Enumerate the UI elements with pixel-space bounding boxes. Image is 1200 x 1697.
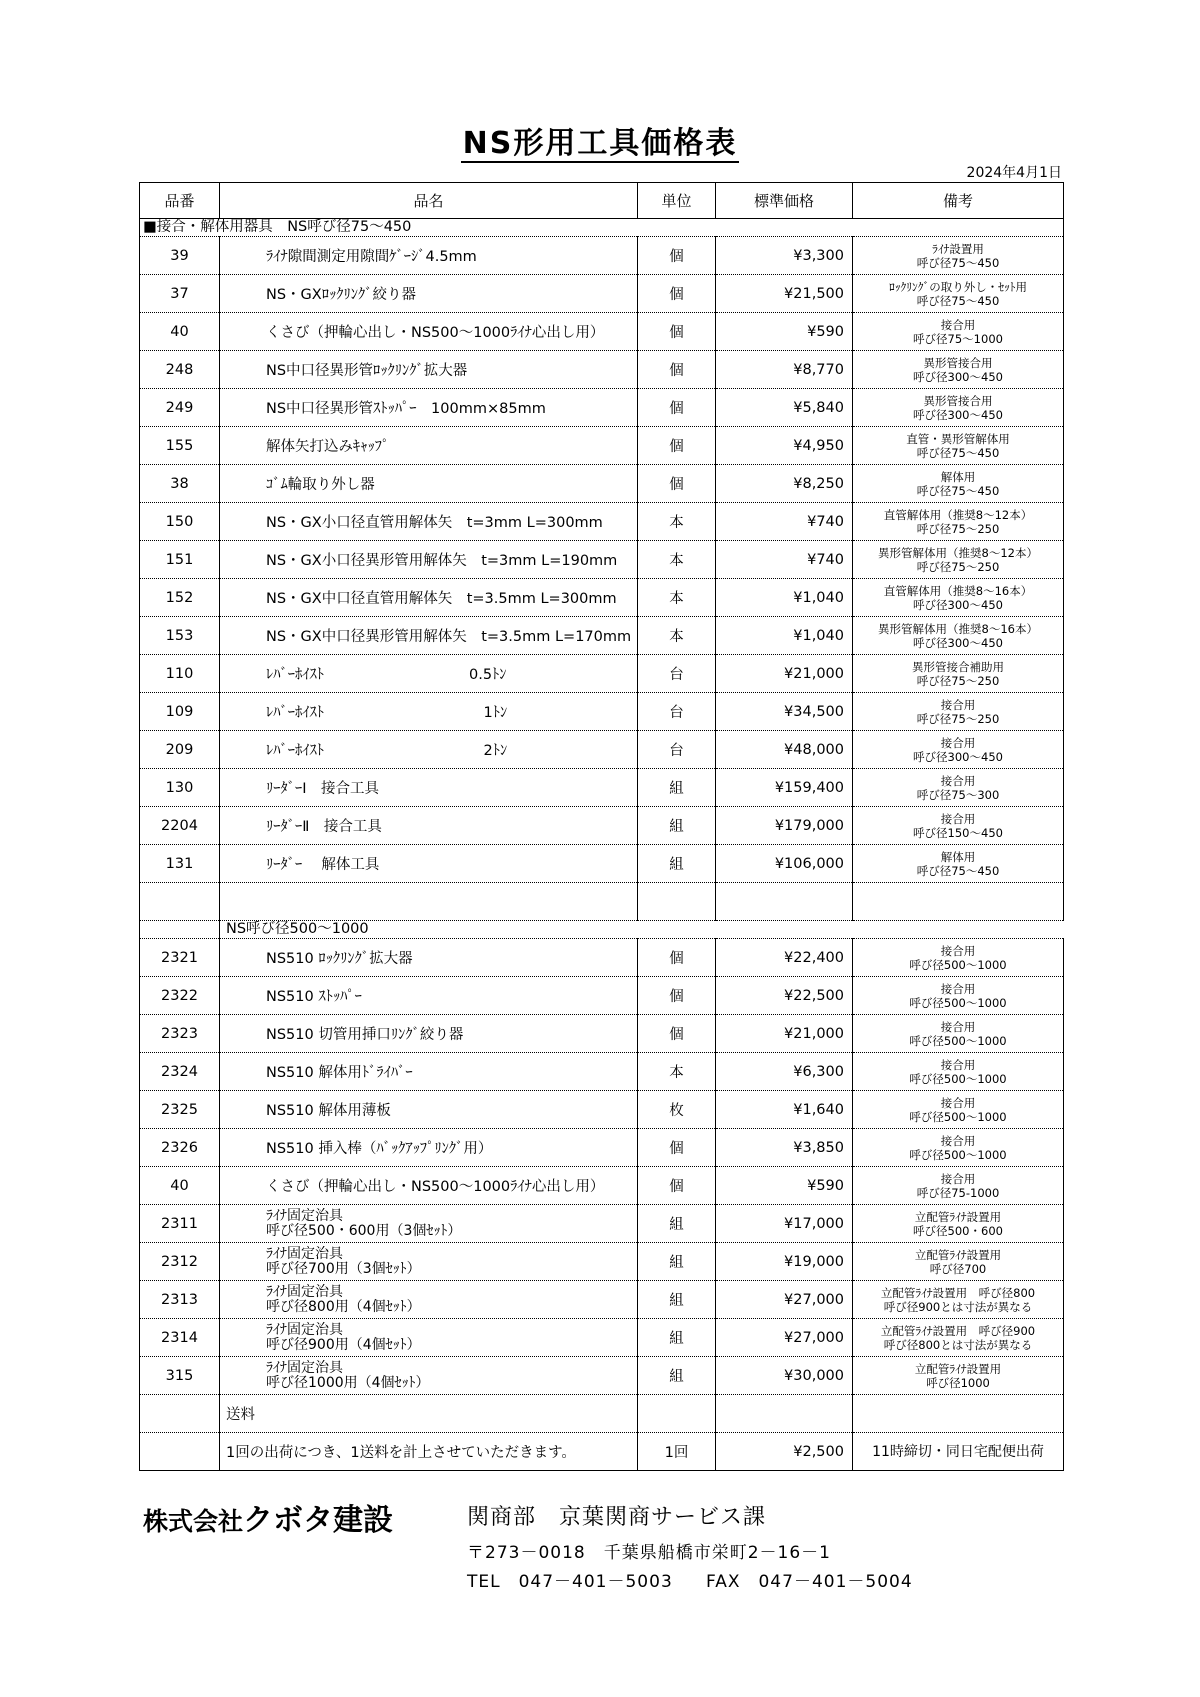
item-name bbox=[220, 1281, 638, 1319]
table-row bbox=[140, 275, 1064, 313]
table-row bbox=[140, 769, 1064, 807]
note-cell bbox=[853, 807, 1064, 845]
item-price: ¥22,400 bbox=[716, 939, 853, 977]
table-row bbox=[140, 1053, 1064, 1091]
table-row bbox=[140, 541, 1064, 579]
item-price: ¥8,250 bbox=[716, 465, 853, 503]
item-code: 2311 bbox=[140, 1205, 220, 1243]
note-cell bbox=[853, 237, 1064, 275]
item-unit: 組 bbox=[638, 1243, 716, 1281]
table-header bbox=[140, 183, 1064, 219]
table-row bbox=[140, 1243, 1064, 1281]
item-name: くさび（押輪心出し・NS500～1000ﾗｲﾅ心出し用） bbox=[220, 1167, 638, 1205]
note-line: 接合用 bbox=[940, 811, 976, 826]
header-note: 備考 bbox=[853, 183, 1064, 219]
item-price: ¥17,000 bbox=[716, 1205, 853, 1243]
section-header-row bbox=[140, 921, 1064, 939]
item-unit: 組 bbox=[638, 1205, 716, 1243]
item-unit: 台 bbox=[638, 693, 716, 731]
item-unit: 本 bbox=[638, 579, 716, 617]
telephone: TEL 047－401－5003 bbox=[467, 1572, 673, 1592]
header-name: 品名 bbox=[220, 183, 638, 219]
item-price: ¥30,000 bbox=[716, 1357, 853, 1395]
empty-cell bbox=[140, 883, 220, 921]
note-cell bbox=[853, 977, 1064, 1015]
note-line: 呼び径500～1000 bbox=[909, 1071, 1007, 1086]
item-price: ¥179,000 bbox=[716, 807, 853, 845]
note-line: 接合用 bbox=[940, 317, 976, 332]
item-price: ¥6,300 bbox=[716, 1053, 853, 1091]
note-line: 接合用 bbox=[940, 773, 976, 788]
note-line: 呼び径300～450 bbox=[913, 597, 1003, 612]
note-line: 呼び径500～1000 bbox=[909, 957, 1007, 972]
header-price: 標準価格 bbox=[716, 183, 853, 219]
item-unit: 組 bbox=[638, 845, 716, 883]
note-cell bbox=[853, 1205, 1064, 1243]
note-cell bbox=[853, 1243, 1064, 1281]
note-line: 呼び径75～250 bbox=[916, 521, 1000, 536]
note-cell bbox=[853, 617, 1064, 655]
header-code: 品番 bbox=[140, 183, 220, 219]
header-unit: 単位 bbox=[638, 183, 716, 219]
table-row bbox=[140, 1015, 1064, 1053]
item-name-line: 呼び径700用（3個ｾｯﾄ） bbox=[266, 1260, 421, 1277]
empty-cell bbox=[638, 1395, 716, 1433]
item-price: ¥48,000 bbox=[716, 731, 853, 769]
table-row bbox=[140, 389, 1064, 427]
table-row bbox=[140, 693, 1064, 731]
item-name: NS510 ｽﾄｯﾊﾟｰ bbox=[220, 977, 638, 1015]
item-code: 2314 bbox=[140, 1319, 220, 1357]
shipping-label-row bbox=[140, 1395, 1064, 1433]
note-line: 呼び径300～450 bbox=[913, 407, 1003, 422]
note-line: 接合用 bbox=[940, 1171, 976, 1186]
item-price: ¥1,040 bbox=[716, 617, 853, 655]
note-cell bbox=[853, 1281, 1064, 1319]
item-code: 110 bbox=[140, 655, 220, 693]
table-row bbox=[140, 1091, 1064, 1129]
price-table bbox=[139, 182, 1064, 1471]
item-code: 151 bbox=[140, 541, 220, 579]
department: 関商部 京葉関商サービス課 bbox=[467, 1505, 767, 1530]
item-code: 2322 bbox=[140, 977, 220, 1015]
note-line: 呼び径75～250 bbox=[916, 711, 1000, 726]
note-line: 立配管ﾗｲﾅ設置用 bbox=[914, 1209, 1002, 1224]
item-unit: 組 bbox=[638, 1281, 716, 1319]
item-price: ¥106,000 bbox=[716, 845, 853, 883]
item-code: 2312 bbox=[140, 1243, 220, 1281]
item-price: ¥1,640 bbox=[716, 1091, 853, 1129]
note-line: 呼び径300～450 bbox=[913, 369, 1003, 384]
item-price: ¥4,950 bbox=[716, 427, 853, 465]
note-cell bbox=[853, 427, 1064, 465]
item-name-line: ﾗｲﾅ固定治具 bbox=[266, 1245, 343, 1262]
item-name: ﾚﾊﾞｰﾎｲｽﾄ 0.5ﾄﾝ bbox=[220, 655, 638, 693]
item-unit: 組 bbox=[638, 1357, 716, 1395]
item-unit: 本 bbox=[638, 617, 716, 655]
item-name-line: ﾗｲﾅ固定治具 bbox=[266, 1283, 343, 1300]
note-line: 接合用 bbox=[940, 735, 976, 750]
section-header-row bbox=[140, 219, 1064, 237]
table-row bbox=[140, 1281, 1064, 1319]
table-row bbox=[140, 579, 1064, 617]
empty-cell bbox=[140, 1433, 220, 1471]
note-cell bbox=[853, 1091, 1064, 1129]
item-code: 109 bbox=[140, 693, 220, 731]
item-unit: 本 bbox=[638, 541, 716, 579]
note-line: ﾛｯｸﾘﾝｸﾞの取り外し・ｾｯﾄ用 bbox=[889, 279, 1027, 294]
item-name: NS510 切管用挿口ﾘﾝｸﾞ絞り器 bbox=[220, 1015, 638, 1053]
note-line: 呼び径75-1000 bbox=[916, 1185, 1000, 1200]
note-line: 呼び径75～300 bbox=[916, 787, 1000, 802]
item-price: ¥740 bbox=[716, 541, 853, 579]
item-name: NS510 解体用ﾄﾞﾗｲﾊﾞｰ bbox=[220, 1053, 638, 1091]
note-line: 呼び径900とは寸法が異なる bbox=[883, 1299, 1033, 1314]
item-unit: 個 bbox=[638, 1015, 716, 1053]
item-name: NS中口径異形管ﾛｯｸﾘﾝｸﾞ拡大器 bbox=[220, 351, 638, 389]
empty-cell bbox=[716, 1395, 853, 1433]
item-price: ¥21,000 bbox=[716, 1015, 853, 1053]
item-code: 150 bbox=[140, 503, 220, 541]
note-line: 異形管解体用（推奨8～12本） bbox=[878, 545, 1038, 560]
note-line: 呼び径75～250 bbox=[916, 559, 1000, 574]
item-price: ¥590 bbox=[716, 313, 853, 351]
item-name: NS・GX小口径直管用解体矢 t=3mm L=300mm bbox=[220, 503, 638, 541]
item-name-line: 呼び径500・600用（3個ｾｯﾄ） bbox=[266, 1222, 462, 1239]
address: 〒273－0018 千葉県船橋市栄町2－16－1 bbox=[467, 1543, 831, 1563]
item-price: ¥27,000 bbox=[716, 1319, 853, 1357]
table-row bbox=[140, 655, 1064, 693]
item-name: ﾘｰﾀﾞｰⅠ 接合工具 bbox=[220, 769, 638, 807]
item-name: ｺﾞﾑ輪取り外し器 bbox=[220, 465, 638, 503]
item-code: 155 bbox=[140, 427, 220, 465]
note-line: 直管解体用（推奨8～12本） bbox=[883, 507, 1033, 522]
note-line: 呼び径75～450 bbox=[916, 293, 1000, 308]
item-price: ¥21,500 bbox=[716, 275, 853, 313]
item-name bbox=[220, 1319, 638, 1357]
item-name-line: ﾗｲﾅ固定治具 bbox=[266, 1321, 343, 1338]
item-price: ¥590 bbox=[716, 1167, 853, 1205]
item-name: NS510 挿入棒（ﾊﾞｯｸｱｯﾌﾟﾘﾝｸﾞ用） bbox=[220, 1129, 638, 1167]
note-line: 立配管ﾗｲﾅ設置用 呼び径800 bbox=[880, 1285, 1036, 1300]
item-name-line: ﾗｲﾅ固定治具 bbox=[266, 1207, 343, 1224]
note-line: 呼び径150～450 bbox=[913, 825, 1003, 840]
note-cell bbox=[853, 731, 1064, 769]
item-unit: 個 bbox=[638, 1129, 716, 1167]
note-line: 接合用 bbox=[940, 697, 976, 712]
item-unit: 台 bbox=[638, 655, 716, 693]
note-line: 異形管接合補助用 bbox=[912, 659, 1004, 674]
item-name bbox=[220, 1357, 638, 1395]
item-code: 152 bbox=[140, 579, 220, 617]
item-name: NS・GX中口径直管用解体矢 t=3.5mm L=300mm bbox=[220, 579, 638, 617]
note-line: 呼び径300～450 bbox=[913, 749, 1003, 764]
table-row bbox=[140, 237, 1064, 275]
note-line: 接合用 bbox=[940, 943, 976, 958]
item-name: ﾚﾊﾞｰﾎｲｽﾄ 2ﾄﾝ bbox=[220, 731, 638, 769]
document-title: NS形用工具価格表 bbox=[462, 126, 738, 161]
table-row bbox=[140, 1205, 1064, 1243]
note-line: 呼び径500～1000 bbox=[909, 1109, 1007, 1124]
fax: FAX 047－401－5004 bbox=[706, 1572, 913, 1592]
item-code: 315 bbox=[140, 1357, 220, 1395]
note-cell bbox=[853, 1319, 1064, 1357]
item-unit: 組 bbox=[638, 807, 716, 845]
note-line: 接合用 bbox=[940, 1133, 976, 1148]
note-cell bbox=[853, 1129, 1064, 1167]
empty-cell bbox=[140, 1395, 220, 1433]
table-row bbox=[140, 617, 1064, 655]
item-name: NS・GXﾛｯｸﾘﾝｸﾞ絞り器 bbox=[220, 275, 638, 313]
empty-cell bbox=[140, 921, 220, 939]
note-line: 呼び径500～1000 bbox=[909, 1033, 1007, 1048]
item-code: 209 bbox=[140, 731, 220, 769]
item-code: 2313 bbox=[140, 1281, 220, 1319]
table-row bbox=[140, 427, 1064, 465]
item-code: 131 bbox=[140, 845, 220, 883]
note-cell bbox=[853, 313, 1064, 351]
item-price: ¥34,500 bbox=[716, 693, 853, 731]
note-cell bbox=[853, 939, 1064, 977]
note-line: 異形管接合用 bbox=[923, 355, 993, 370]
empty-cell bbox=[638, 883, 716, 921]
shipping-row bbox=[140, 1433, 1064, 1471]
item-price: ¥740 bbox=[716, 503, 853, 541]
item-unit: 個 bbox=[638, 465, 716, 503]
blank-row bbox=[140, 883, 1064, 921]
note-line: 異形管接合用 bbox=[923, 393, 993, 408]
item-price: ¥159,400 bbox=[716, 769, 853, 807]
empty-cell bbox=[853, 883, 1064, 921]
item-code: 37 bbox=[140, 275, 220, 313]
item-name: ﾚﾊﾞｰﾎｲｽﾄ 1ﾄﾝ bbox=[220, 693, 638, 731]
item-name-line: 呼び径900用（4個ｾｯﾄ） bbox=[266, 1336, 421, 1353]
item-name-line: 呼び径800用（4個ｾｯﾄ） bbox=[266, 1298, 421, 1315]
note-line: 接合用 bbox=[940, 1095, 976, 1110]
note-line: 立配管ﾗｲﾅ設置用 呼び径900 bbox=[880, 1323, 1036, 1338]
item-code: 2324 bbox=[140, 1053, 220, 1091]
note-line: 立配管ﾗｲﾅ設置用 bbox=[914, 1361, 1002, 1376]
item-name bbox=[220, 1243, 638, 1281]
item-unit: 個 bbox=[638, 313, 716, 351]
note-line: 呼び径500～1000 bbox=[909, 995, 1007, 1010]
item-name: 解体矢打込みｷｬｯﾌﾟ bbox=[220, 427, 638, 465]
item-name: NS中口径異形管ｽﾄｯﾊﾟｰ 100mm×85mm bbox=[220, 389, 638, 427]
note-line: 呼び径75～250 bbox=[916, 673, 1000, 688]
note-line: 呼び径500・600 bbox=[913, 1223, 1003, 1238]
item-unit: 個 bbox=[638, 427, 716, 465]
item-code: 2204 bbox=[140, 807, 220, 845]
table-row bbox=[140, 807, 1064, 845]
note-line: 異形管解体用（推奨8～16本） bbox=[878, 621, 1038, 636]
table-body bbox=[140, 219, 1064, 1471]
item-unit: 個 bbox=[638, 351, 716, 389]
table-row bbox=[140, 313, 1064, 351]
note-cell bbox=[853, 389, 1064, 427]
note-line: 呼び径75～450 bbox=[916, 445, 1000, 460]
note-cell bbox=[853, 351, 1064, 389]
item-name bbox=[220, 1205, 638, 1243]
note-line: 接合用 bbox=[940, 1057, 976, 1072]
item-code: 153 bbox=[140, 617, 220, 655]
shipping-price: ¥2,500 bbox=[716, 1433, 853, 1471]
empty-cell bbox=[853, 1395, 1064, 1433]
note-cell bbox=[853, 1015, 1064, 1053]
shipping-note: 11時締切・同日宅配便出荷 bbox=[853, 1433, 1064, 1471]
section-title-1: ■接合・解体用器具 NS呼び径75～450 bbox=[140, 219, 1064, 237]
note-line: 接合用 bbox=[940, 1019, 976, 1034]
note-cell bbox=[853, 655, 1064, 693]
item-unit: 台 bbox=[638, 731, 716, 769]
item-code: 248 bbox=[140, 351, 220, 389]
item-code: 39 bbox=[140, 237, 220, 275]
note-line: 呼び径75～450 bbox=[916, 863, 1000, 878]
item-unit: 個 bbox=[638, 939, 716, 977]
table-row bbox=[140, 503, 1064, 541]
item-code: 40 bbox=[140, 313, 220, 351]
item-code: 249 bbox=[140, 389, 220, 427]
note-line: 直管・異形管解体用 bbox=[906, 431, 1010, 446]
item-code: 38 bbox=[140, 465, 220, 503]
item-unit: 個 bbox=[638, 237, 716, 275]
shipping-unit: 1回 bbox=[638, 1433, 716, 1471]
table-row bbox=[140, 1129, 1064, 1167]
item-unit: 本 bbox=[638, 503, 716, 541]
item-name-line: ﾗｲﾅ固定治具 bbox=[266, 1359, 343, 1376]
item-price: ¥22,500 bbox=[716, 977, 853, 1015]
note-cell bbox=[853, 541, 1064, 579]
item-unit: 個 bbox=[638, 275, 716, 313]
note-cell bbox=[853, 693, 1064, 731]
note-cell bbox=[853, 275, 1064, 313]
table-row bbox=[140, 465, 1064, 503]
table-row bbox=[140, 1319, 1064, 1357]
note-line: 呼び径75～1000 bbox=[913, 331, 1003, 346]
item-unit: 本 bbox=[638, 1053, 716, 1091]
note-cell bbox=[853, 1167, 1064, 1205]
table-row bbox=[140, 939, 1064, 977]
item-price: ¥27,000 bbox=[716, 1281, 853, 1319]
item-code: 2326 bbox=[140, 1129, 220, 1167]
item-name: ﾘｰﾀﾞｰⅡ 接合工具 bbox=[220, 807, 638, 845]
note-cell bbox=[853, 1053, 1064, 1091]
note-line: 呼び径800とは寸法が異なる bbox=[883, 1337, 1033, 1352]
empty-cell bbox=[716, 883, 853, 921]
section-title-2: NS呼び径500～1000 bbox=[220, 921, 1064, 939]
note-line: 呼び径75～450 bbox=[916, 483, 1000, 498]
shipping-desc: 1回の出荷につき、1送料を計上させていただきます。 bbox=[220, 1433, 638, 1471]
note-cell bbox=[853, 769, 1064, 807]
note-line: 接合用 bbox=[940, 981, 976, 996]
note-cell bbox=[853, 579, 1064, 617]
item-code: 2321 bbox=[140, 939, 220, 977]
item-price: ¥3,850 bbox=[716, 1129, 853, 1167]
item-code: 2323 bbox=[140, 1015, 220, 1053]
note-line: 呼び径500～1000 bbox=[909, 1147, 1007, 1162]
note-cell bbox=[853, 465, 1064, 503]
item-code: 130 bbox=[140, 769, 220, 807]
table-row bbox=[140, 1167, 1064, 1205]
item-name: ﾘｰﾀﾞｰ 解体工具 bbox=[220, 845, 638, 883]
item-name: NS・GX小口径異形管用解体矢 t=3mm L=190mm bbox=[220, 541, 638, 579]
item-price: ¥19,000 bbox=[716, 1243, 853, 1281]
note-cell bbox=[853, 845, 1064, 883]
item-name: くさび（押輪心出し・NS500～1000ﾗｲﾅ心出し用） bbox=[220, 313, 638, 351]
item-price: ¥1,040 bbox=[716, 579, 853, 617]
note-line: 直管解体用（推奨8～16本） bbox=[883, 583, 1033, 598]
table-row bbox=[140, 1357, 1064, 1395]
note-cell bbox=[853, 1357, 1064, 1395]
item-unit: 個 bbox=[638, 389, 716, 427]
item-name-line: 呼び径1000用（4個ｾｯﾄ） bbox=[266, 1374, 430, 1391]
note-line: 解体用 bbox=[940, 469, 976, 484]
note-line: 呼び径75～450 bbox=[916, 255, 1000, 270]
item-unit: 組 bbox=[638, 769, 716, 807]
table-row bbox=[140, 731, 1064, 769]
shipping-label: 送料 bbox=[220, 1395, 638, 1433]
item-unit: 個 bbox=[638, 977, 716, 1015]
note-line: 呼び径1000 bbox=[926, 1375, 990, 1390]
item-price: ¥8,770 bbox=[716, 351, 853, 389]
note-line: 解体用 bbox=[940, 849, 976, 864]
item-unit: 個 bbox=[638, 1167, 716, 1205]
company-name: 株式会社クボタ建設 bbox=[143, 1503, 394, 1538]
issue-date: 2024年4月1日 bbox=[966, 165, 1062, 181]
empty-cell bbox=[220, 883, 638, 921]
note-line: 呼び径700 bbox=[929, 1261, 987, 1276]
item-name: NS510 ﾛｯｸﾘﾝｸﾞ拡大器 bbox=[220, 939, 638, 977]
table-row bbox=[140, 977, 1064, 1015]
item-name: ﾗｲﾅ隙間測定用隙間ｹﾞｰｼﾞ4.5mm bbox=[220, 237, 638, 275]
item-price: ¥5,840 bbox=[716, 389, 853, 427]
item-code: 2325 bbox=[140, 1091, 220, 1129]
item-code: 40 bbox=[140, 1167, 220, 1205]
note-line: 立配管ﾗｲﾅ設置用 bbox=[914, 1247, 1002, 1262]
note-cell bbox=[853, 503, 1064, 541]
item-name: NS510 解体用薄板 bbox=[220, 1091, 638, 1129]
item-price: ¥21,000 bbox=[716, 655, 853, 693]
table-row bbox=[140, 845, 1064, 883]
item-unit: 枚 bbox=[638, 1091, 716, 1129]
note-line: 呼び径300～450 bbox=[913, 635, 1003, 650]
table-row bbox=[140, 351, 1064, 389]
note-line: ﾗｲﾅ設置用 bbox=[932, 241, 984, 256]
item-price: ¥3,300 bbox=[716, 237, 853, 275]
item-name: NS・GX中口径異形管用解体矢 t=3.5mm L=170mm bbox=[220, 617, 638, 655]
item-unit: 組 bbox=[638, 1319, 716, 1357]
